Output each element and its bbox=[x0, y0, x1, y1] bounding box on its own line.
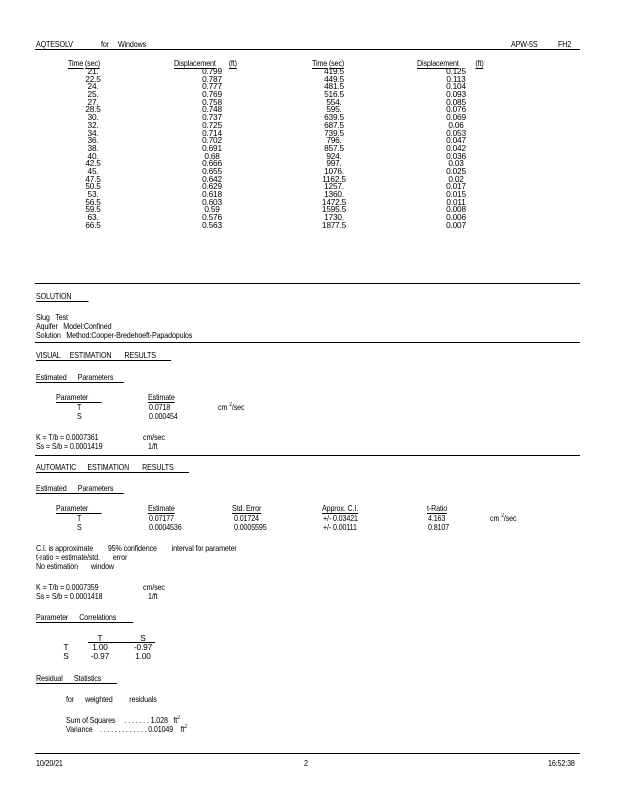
table-cell: 1877.5 bbox=[321, 219, 347, 230]
footer-page-number: 2 bbox=[304, 758, 308, 768]
solution-title: SOLUTION bbox=[36, 291, 89, 302]
table-cell: 0.053 bbox=[446, 127, 466, 138]
table-header-time-1: Time (sec) bbox=[68, 58, 101, 68]
solution-slug: Slug Test bbox=[36, 312, 68, 322]
auto-param-T: T bbox=[77, 513, 82, 523]
table-cell: 0.104 bbox=[446, 81, 466, 92]
footer-rule bbox=[35, 753, 580, 754]
auto-estimate-T: 0.07177 bbox=[149, 513, 174, 523]
auto-k-line: K = T/b = 0.0007359 bbox=[36, 582, 99, 592]
table-cell: 50.5 bbox=[85, 181, 101, 192]
auto-hdr-ci: Approx. C.I. bbox=[322, 503, 359, 513]
table-cell: 0.737 bbox=[202, 112, 222, 123]
auto-estimate-S: 0.0004536 bbox=[149, 522, 182, 532]
visual-k-unit: cm/sec bbox=[143, 432, 165, 442]
visual-estimate-header: Estimate bbox=[148, 392, 175, 402]
table-cell: 0.036 bbox=[446, 150, 466, 161]
table-cell: 1257. bbox=[324, 181, 344, 192]
table-cell: 45. bbox=[87, 165, 99, 176]
table-cell: 0.047 bbox=[446, 135, 466, 146]
auto-tratio-T: 4.163 bbox=[428, 513, 446, 523]
table-cell: 0.069 bbox=[446, 112, 466, 123]
auto-std-T: 0.01724 bbox=[234, 513, 259, 523]
table-cell: 0.68 bbox=[204, 150, 220, 161]
table-header-disp-2: Displacement (ft) bbox=[417, 58, 484, 68]
table-cell: 997. bbox=[326, 158, 342, 169]
table-cell: 27. bbox=[87, 96, 99, 107]
table-cell: 1595.5 bbox=[321, 204, 347, 215]
automatic-title: AUTOMATIC ESTIMATION RESULTS bbox=[36, 462, 189, 473]
table-cell: 0.02 bbox=[448, 173, 464, 184]
table-cell: 24. bbox=[87, 81, 99, 92]
corr-col-S: S bbox=[140, 633, 146, 643]
visual-param-header: Parameter bbox=[56, 392, 102, 403]
table-cell: 1730. bbox=[324, 212, 344, 223]
table-cell: 56.5 bbox=[85, 196, 101, 207]
table-cell: 449.5 bbox=[324, 73, 344, 84]
auto-hdr-estimate: Estimate bbox=[148, 503, 175, 513]
visual-title: VISUAL ESTIMATION RESULTS bbox=[36, 350, 171, 361]
header-rule bbox=[35, 49, 580, 50]
table-cell: 639.5 bbox=[324, 112, 344, 123]
table-cell: 0.015 bbox=[446, 189, 466, 199]
table-cell: 481.5 bbox=[324, 81, 344, 92]
table-cell: 53. bbox=[87, 189, 99, 199]
correlations-title: Parameter Correlations bbox=[36, 612, 133, 623]
table-cell: 0.603 bbox=[202, 196, 222, 207]
table-cell: 59.5 bbox=[85, 204, 101, 215]
table-cell: 32. bbox=[87, 119, 99, 130]
table-cell: 0.799 bbox=[202, 66, 222, 76]
table-cell: 0.725 bbox=[202, 119, 222, 130]
visual-param-T: T bbox=[77, 402, 82, 412]
auto-tratio-note: t-ratio = estimate/std. error bbox=[36, 552, 128, 562]
table-cell: 0.017 bbox=[446, 181, 466, 192]
table-cell: 0.769 bbox=[202, 89, 222, 100]
table-header-time-2: Time (sec) bbox=[312, 58, 345, 68]
auto-hdr-tratio: t-Ratio bbox=[427, 503, 448, 513]
header-file-name: APW-5S bbox=[511, 39, 538, 49]
table-cell: 1076. bbox=[324, 165, 344, 176]
table-cell: 0.025 bbox=[446, 165, 466, 176]
footer-time: 16:52:38 bbox=[548, 758, 575, 768]
table-cell: 0.085 bbox=[446, 96, 466, 107]
table-cell: 0.03 bbox=[448, 158, 464, 169]
table-cell: 0.642 bbox=[202, 173, 222, 184]
table-cell: 0.011 bbox=[446, 196, 466, 207]
footer-date: 10/20/21 bbox=[36, 758, 63, 768]
corr-ST: -0.97 bbox=[90, 651, 110, 661]
auto-hdr-param: Parameter bbox=[56, 503, 102, 514]
table-col-time-2 bbox=[318, 68, 350, 229]
table-cell: 63. bbox=[87, 212, 99, 223]
table-cell: 66.5 bbox=[85, 219, 101, 230]
table-cell: 47.5 bbox=[85, 173, 101, 184]
auto-param-S: S bbox=[77, 522, 82, 532]
corr-TT: 1.00 bbox=[92, 642, 108, 652]
corr-TS: -0.97 bbox=[133, 642, 153, 652]
table-cell: 0.113 bbox=[446, 73, 466, 84]
auto-unit: cm $^2$/sec bbox=[490, 513, 517, 523]
auto-tratio-S: 0.8107 bbox=[428, 522, 450, 532]
table-cell: 34. bbox=[87, 127, 99, 138]
header-well-name: FH2 bbox=[558, 39, 572, 49]
table-cell: 0.748 bbox=[202, 104, 222, 115]
table-cell: 28.5 bbox=[85, 104, 101, 115]
table-cell: 0.714 bbox=[202, 127, 222, 138]
table-cell: 0.691 bbox=[202, 142, 222, 153]
table-cell: 0.125 bbox=[446, 66, 466, 76]
table-cell: 0.093 bbox=[446, 89, 466, 100]
table-cell: 40. bbox=[87, 150, 99, 161]
residual-sum: Sum of Squares . . . . . . . 1.028 $ft^2$ bbox=[66, 715, 180, 725]
table-rule bbox=[35, 283, 580, 284]
table-cell: 25. bbox=[87, 89, 99, 100]
table-cell: 0.787 bbox=[202, 73, 222, 84]
table-cell: 0.758 bbox=[202, 96, 222, 107]
corr-SS: 1.00 bbox=[135, 651, 151, 661]
table-cell: 0.629 bbox=[202, 181, 222, 192]
auto-ss-line: Ss = S/b = 0.0001418 bbox=[36, 591, 103, 601]
auto-ss-unit: 1/ft bbox=[148, 591, 158, 601]
solution-aquifer: Aquifer Model:Confined bbox=[36, 321, 112, 331]
auto-k-unit: cm/sec bbox=[143, 582, 165, 592]
table-cell: 0.702 bbox=[202, 135, 222, 146]
table-cell: 30. bbox=[87, 112, 99, 123]
table-col-disp-1 bbox=[196, 68, 228, 229]
visual-param-S: S bbox=[77, 411, 82, 421]
table-cell: 0.777 bbox=[202, 81, 222, 92]
table-cell: 0.006 bbox=[446, 212, 466, 223]
corr-row-S-label: S bbox=[63, 651, 69, 661]
table-cell: 36. bbox=[87, 135, 99, 146]
auto-std-S: 0.0005595 bbox=[234, 522, 267, 532]
table-cell: 0.563 bbox=[202, 219, 222, 230]
header-for: for bbox=[101, 39, 109, 49]
visual-rule bbox=[35, 455, 580, 456]
table-cell: 0.59 bbox=[204, 204, 220, 215]
table-col-disp-2 bbox=[440, 68, 472, 229]
table-cell: 419.5 bbox=[324, 66, 344, 76]
visual-estimate-T: 0.0718 bbox=[149, 402, 171, 412]
table-cell: 0.655 bbox=[202, 165, 222, 176]
visual-k-line: K = T/b = 0.0007361 bbox=[36, 432, 99, 442]
visual-ss-unit: 1/ft bbox=[148, 441, 158, 451]
table-col-time-1 bbox=[78, 68, 108, 229]
table-cell: 1162.5 bbox=[322, 173, 346, 184]
table-cell: 1360. bbox=[324, 189, 344, 199]
table-cell: 21. bbox=[87, 66, 99, 76]
header-app-name: AQTESOLV bbox=[36, 39, 73, 49]
table-cell: 0.06 bbox=[448, 119, 464, 130]
solution-rule bbox=[35, 342, 580, 343]
table-cell: 687.5 bbox=[324, 119, 344, 130]
table-cell: 739.5 bbox=[324, 127, 344, 138]
header-os: Windows bbox=[118, 39, 147, 49]
table-cell: 595. bbox=[326, 104, 342, 115]
residual-title: Residual Statistics bbox=[36, 673, 117, 684]
auto-ci-note: C.I. is approximate 95% confidence interval for parameter bbox=[36, 543, 237, 553]
table-cell: 38. bbox=[87, 142, 99, 153]
table-cell: 0.042 bbox=[446, 142, 466, 153]
table-cell: 1472.5 bbox=[321, 196, 347, 207]
visual-estimate-S: 0.000454 bbox=[149, 411, 178, 421]
corr-col-T: T bbox=[97, 633, 103, 643]
solution-method: Solution Method:Cooper-Bredehoeft-Papadopulos bbox=[36, 330, 193, 340]
table-cell: 0.666 bbox=[202, 158, 222, 169]
visual-ss-line: Ss = S/b = 0.0001419 bbox=[36, 441, 103, 451]
table-cell: 796. bbox=[326, 135, 342, 146]
table-cell: 0.007 bbox=[446, 219, 466, 230]
table-header-disp-1: Displacement (ft) bbox=[174, 58, 237, 68]
corr-row-T-label: T bbox=[63, 642, 69, 652]
table-cell: 0.008 bbox=[446, 204, 466, 215]
auto-hdr-std-error: Std. Error bbox=[232, 503, 262, 513]
auto-ci-S: +/- 0.00111 bbox=[323, 522, 357, 532]
table-cell: 857.5 bbox=[324, 142, 344, 153]
table-cell: 924. bbox=[326, 150, 342, 161]
table-cell: 0.576 bbox=[202, 212, 222, 223]
table-cell: 42.5 bbox=[85, 158, 101, 169]
table-cell: 0.618 bbox=[202, 189, 222, 199]
table-cell: 554. bbox=[326, 96, 342, 107]
auto-ci-T: +/- 0.03421 bbox=[323, 513, 358, 523]
residual-variance: Variance . . . . . . . . . . . . . 0.01049 $ft^2$ bbox=[66, 724, 187, 734]
table-cell: 22.5 bbox=[85, 73, 101, 84]
table-cell: 0.076 bbox=[446, 104, 466, 115]
residual-weighted: for weighted residuals bbox=[66, 694, 157, 704]
auto-window-note: No estimation window bbox=[36, 561, 114, 571]
visual-unit: cm $^2$/sec bbox=[218, 402, 245, 412]
table-cell: 516.5 bbox=[324, 89, 344, 100]
visual-estimated-parameters: Estimated Parameters bbox=[36, 372, 124, 383]
automatic-estimated-parameters: Estimated Parameters bbox=[36, 483, 124, 494]
